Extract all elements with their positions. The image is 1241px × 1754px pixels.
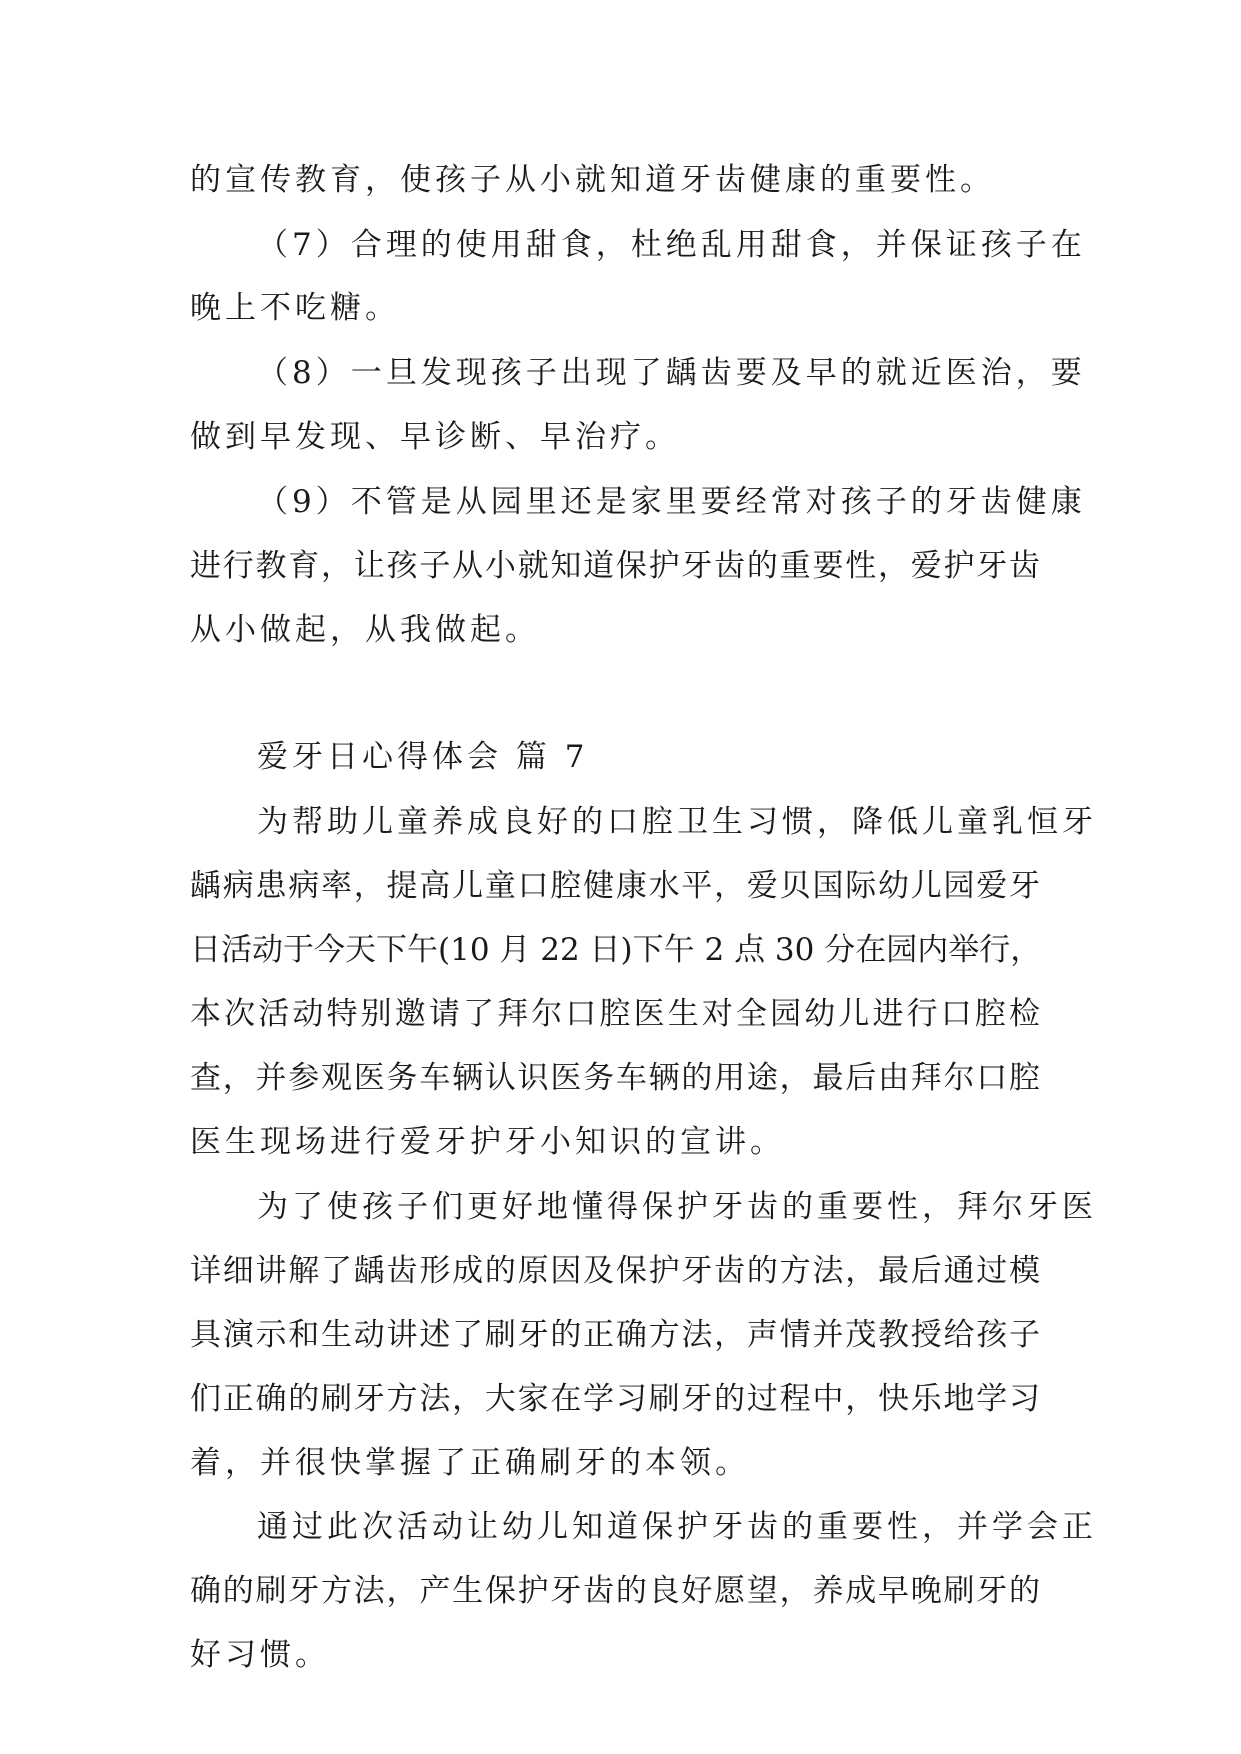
text-line: 做到早发现、早诊断、早治疗。: [190, 419, 680, 455]
text-line: （7）合理的使用甜食，杜绝乱用甜食，并保证孩子在: [257, 227, 1086, 263]
text-line: 好习惯。: [190, 1637, 330, 1673]
text-line: （9）不管是从园里还是家里要经常对孩子的牙齿健康: [257, 484, 1086, 520]
text-line: 本次活动特别邀请了拜尔口腔医生对全园幼儿进行口腔检: [190, 996, 1040, 1032]
text-line: 为帮助儿童养成良好的口腔卫生习惯，降低儿童乳恒牙: [257, 804, 1097, 840]
text-line: 具演示和生动讲述了刷牙的正确方法，声情并茂教授给孩子: [190, 1317, 1040, 1353]
text-line: 详细讲解了龋齿形成的原因及保护牙齿的方法，最后通过模: [190, 1253, 1040, 1289]
text-line: 为了使孩子们更好地懂得保护牙齿的重要性，拜尔牙医: [257, 1189, 1097, 1225]
text-line: 通过此次活动让幼儿知道保护牙齿的重要性，并学会正: [257, 1509, 1097, 1545]
text-line: 晚上不吃糖。: [190, 290, 400, 326]
text-line: 的宣传教育，使孩子从小就知道牙齿健康的重要性。: [190, 162, 995, 198]
text-line: 们正确的刷牙方法，大家在学习刷牙的过程中，快乐地学习: [190, 1381, 1040, 1417]
section-heading: 爱牙日心得体会 篇 7: [257, 739, 589, 775]
text-line: 从小做起，从我做起。: [190, 612, 540, 648]
text-line: 查，并参观医务车辆认识医务车辆的用途，最后由拜尔口腔: [190, 1060, 1040, 1096]
text-line: 着，并很快掌握了正确刷牙的本领。: [190, 1445, 750, 1481]
text-line: （8）一旦发现孩子出现了龋齿要及早的就近医治，要: [257, 355, 1086, 391]
text-line: 龋病患病率，提高儿童口腔健康水平，爱贝国际幼儿园爱牙: [190, 868, 1040, 904]
text-line: 确的刷牙方法，产生保护牙齿的良好愿望，养成早晚刷牙的: [190, 1573, 1040, 1609]
text-line: 进行教育，让孩子从小就知道保护牙齿的重要性，爱护牙齿: [190, 548, 1040, 584]
text-line: 日活动于今天下午(10 月 22 日)下午 2 点 30 分在园内举行，: [190, 932, 1042, 968]
text-line: 医生现场进行爱牙护牙小知识的宣讲。: [190, 1124, 785, 1160]
